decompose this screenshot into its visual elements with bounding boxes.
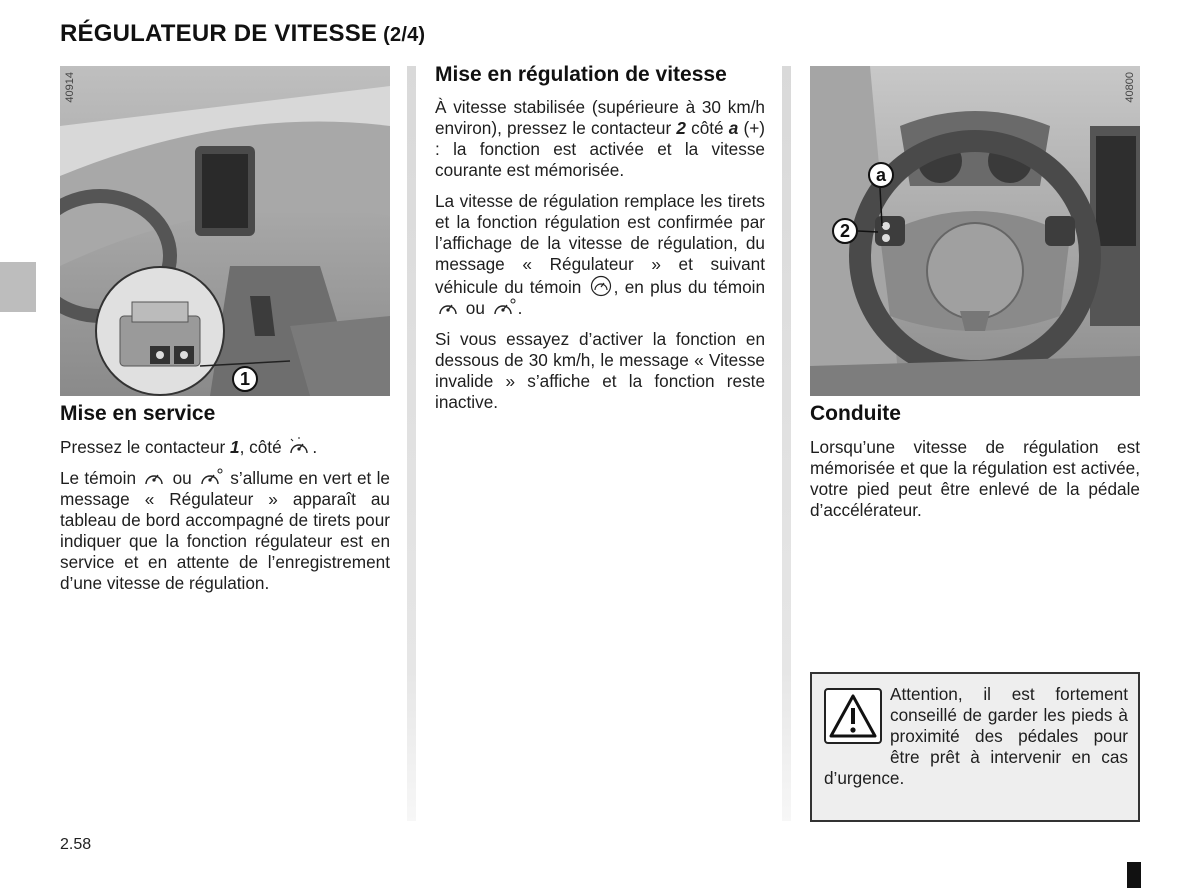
- text-run: ou: [461, 298, 490, 318]
- switch-side-letter: a: [728, 118, 739, 138]
- speedometer-icon: [143, 468, 165, 488]
- text-run: .: [517, 298, 523, 318]
- text-run: , en plus du témoin: [613, 277, 765, 297]
- text-run: s’allume en vert et le message « Régulateur » apparaît au tableau de bord accompagné de tirets pour indiquer que la fonction régulateur est en service et en attente de l’enregistrement d’une vitesse de régulation.: [60, 468, 390, 593]
- callout-2: 2: [832, 218, 858, 244]
- text-run: (+) : la fonction est activée et la vitesse courante est mémorisée.: [435, 118, 765, 180]
- text-run: .: [312, 437, 318, 457]
- callout-a: a: [868, 162, 894, 188]
- warning-box: [810, 672, 1140, 822]
- paragraph: [435, 97, 765, 181]
- page-title-part: (2/4): [383, 24, 426, 46]
- speedometer-circle-icon: [590, 275, 612, 297]
- text-run: À vitesse stabilisée (supérieure à 30 km/h environ), pressez le contacteur: [435, 97, 765, 138]
- column-separator: [782, 66, 791, 821]
- paragraph: [435, 191, 765, 319]
- switch-number: 1: [230, 437, 240, 457]
- paragraph: Si vous essayez d’activer la fonction en dessous de 30 km/h, le message « Vitesse invalide » s’affiche et la fonction reste inactive.: [435, 329, 765, 412]
- paragraph: [60, 468, 390, 594]
- dashboard-illustration: [60, 66, 390, 396]
- speedometer-limiter-icon: [492, 298, 516, 318]
- column-1-text: [60, 437, 390, 604]
- text-run: ou: [167, 468, 197, 488]
- paragraph: [60, 437, 390, 458]
- speedometer-limiter-icon: [199, 468, 223, 488]
- text-run: La vitesse de régulation remplace les tirets et la fonction régulation est confirmée par l’affichage de la vitesse de régulation, du message « Régulateur » et suivant véhicule du témoin: [435, 191, 765, 297]
- warning-message: Attention, il est fortement conseillé de garder les pieds à proximité des pédales pour être prêt à intervenir en cas d’urgence.: [824, 684, 1128, 788]
- page-number: 2.58: [60, 836, 92, 853]
- column-3-text: [810, 437, 1140, 531]
- column-separator: [407, 66, 416, 821]
- section-heading-conduite: Conduite: [810, 402, 901, 425]
- speedometer-icon: [288, 437, 310, 457]
- section-tab: [0, 262, 36, 312]
- callout-1: 1: [232, 366, 258, 392]
- paragraph: Lorsqu’une vitesse de régulation est mémorisée et que la régulation est activée, votre pied peut être enlevé de la pédale d’accélérateur.: [810, 437, 1140, 520]
- text-run: , côté: [239, 437, 287, 457]
- page-title-text: RÉGULATEUR DE VITESSE: [60, 20, 378, 47]
- text-run: Le témoin: [60, 468, 142, 488]
- switch-number: 2: [676, 118, 686, 138]
- page-end-marker: [1127, 862, 1141, 888]
- speedometer-icon: [437, 298, 459, 318]
- text-run: Pressez le contacteur: [60, 437, 231, 457]
- figure-reference: 40800: [1124, 72, 1136, 103]
- text-run: côté: [685, 118, 729, 138]
- warning-text: [824, 684, 1128, 789]
- column-2-text: [435, 97, 765, 423]
- section-heading-mise-en-regulation: Mise en régulation de vitesse: [435, 63, 727, 86]
- page-title: [60, 20, 425, 48]
- figure-reference: 40914: [64, 72, 76, 103]
- section-heading-mise-en-service: Mise en service: [60, 402, 216, 425]
- steering-wheel-illustration: [810, 66, 1140, 396]
